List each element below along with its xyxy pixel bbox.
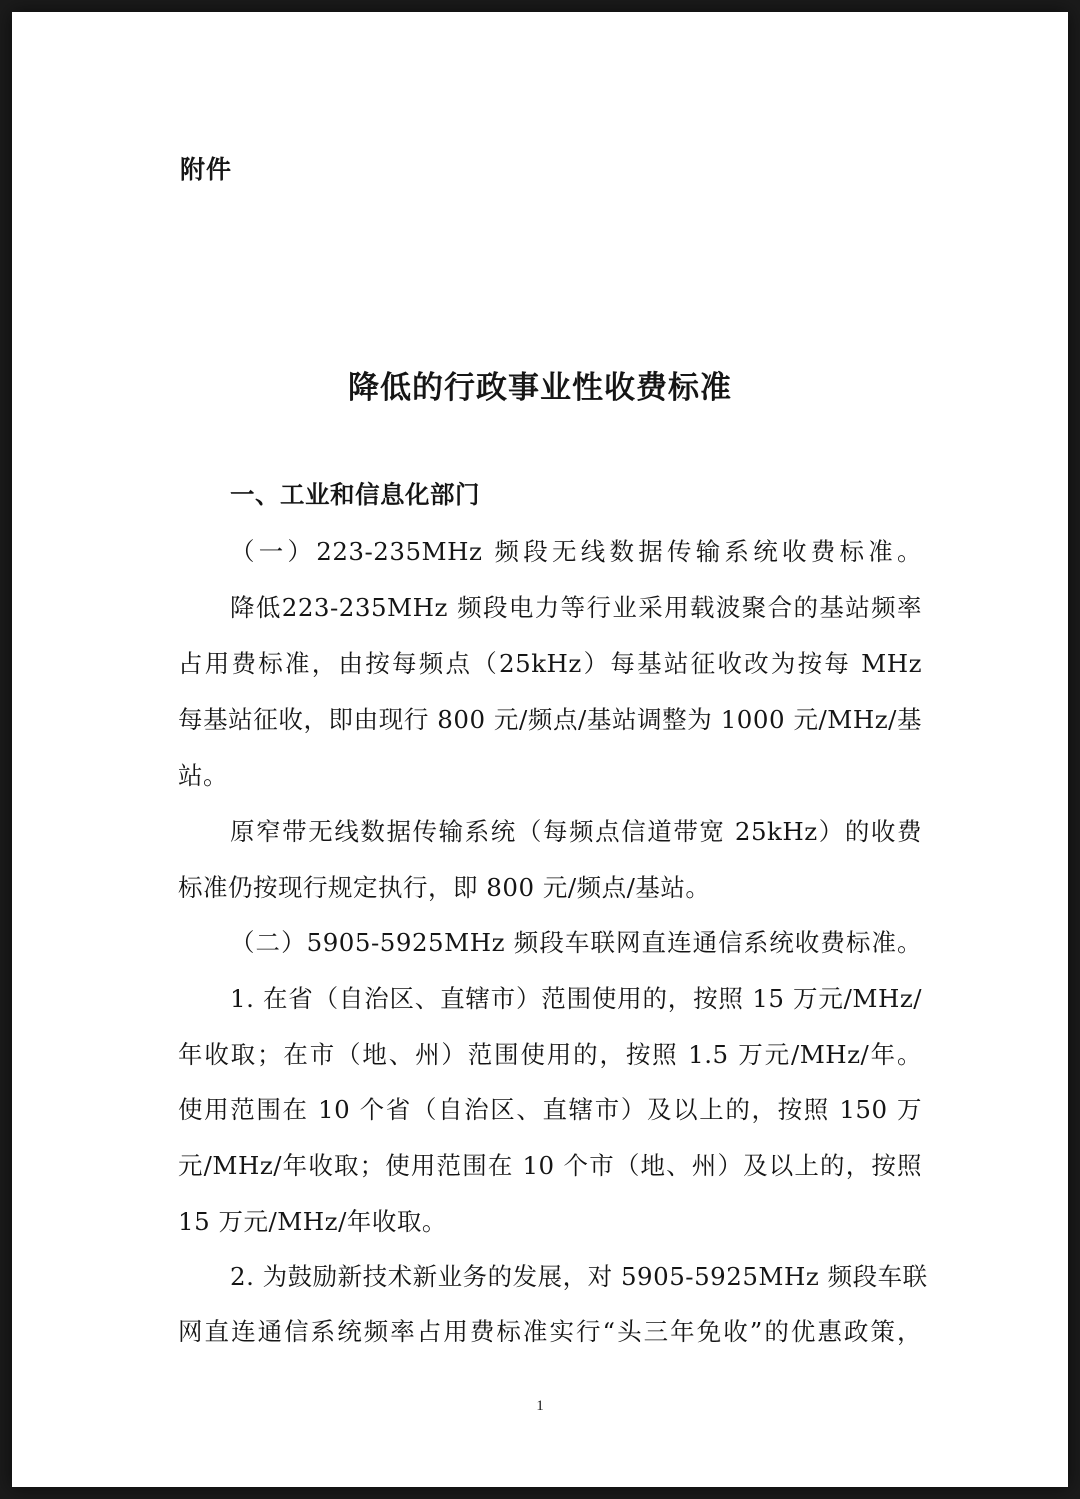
section-heading: 一、工业和信息化部门	[230, 480, 480, 509]
paragraph-line: 年收取；在市（地、州）范围使用的，按照 1.5 万元/MHz/年。	[178, 1040, 922, 1069]
paragraph-line: 占用费标准，由按每频点（25kHz）每基站征收改为按每 MHz	[178, 649, 922, 678]
page-number: 1	[536, 1398, 544, 1414]
paragraph-line: 15 万元/MHz/年收取。	[178, 1207, 447, 1236]
document-title: 降低的行政事业性收费标准	[348, 370, 732, 406]
attachment-label: 附件	[180, 155, 233, 184]
paragraph-line: 站。	[178, 761, 228, 790]
paragraph-line: 1. 在省（自治区、直辖市）范围使用的，按照 15 万元/MHz/	[230, 984, 922, 1013]
paragraph-line: 降低223-235MHz 频段电力等行业采用载波聚合的基站频率	[230, 593, 922, 622]
paragraph-line: 原窄带无线数据传输系统（每频点信道带宽 25kHz）的收费	[230, 817, 922, 846]
paragraph-line: 每基站征收，即由现行 800 元/频点/基站调整为 1000 元/MHz/基	[178, 705, 922, 734]
document-page	[12, 12, 1068, 1487]
subsection-heading: （二）5905-5925MHz 频段车联网直连通信系统收费标准。	[230, 928, 922, 957]
paragraph-line: 标准仍按现行规定执行，即 800 元/频点/基站。	[178, 873, 711, 902]
paragraph-line: 元/MHz/年收取；使用范围在 10 个市（地、州）及以上的，按照	[178, 1151, 922, 1180]
paragraph-line: 网直连通信系统频率占用费标准实行“头三年免收”的优惠政策，	[178, 1317, 922, 1346]
paragraph-line: 2. 为鼓励新技术新业务的发展，对 5905-5925MHz 频段车联	[230, 1262, 928, 1291]
subsection-heading: （一）223-235MHz 频段无线数据传输系统收费标准。	[230, 537, 922, 566]
paragraph-line: 使用范围在 10 个省（自治区、直辖市）及以上的，按照 150 万	[178, 1095, 922, 1124]
